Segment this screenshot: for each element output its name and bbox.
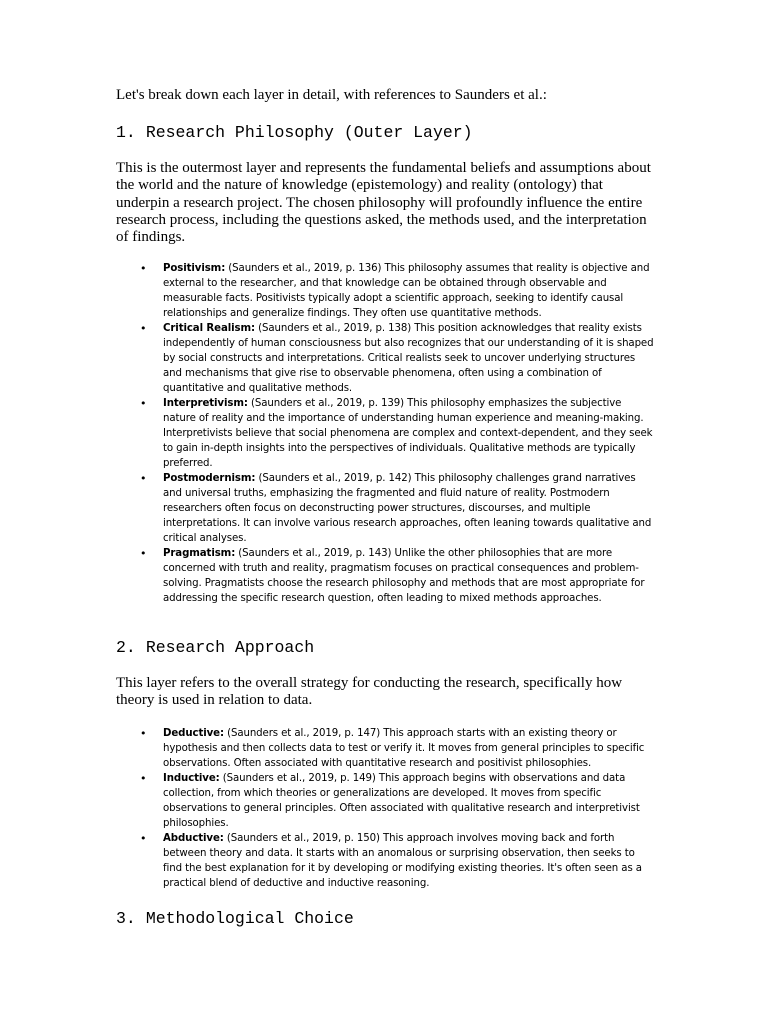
- bullet-icon: •: [140, 832, 147, 845]
- section-heading-research-philosophy: [116, 123, 473, 143]
- list-item: [116, 546, 656, 606]
- list-item-text: (Saunders et al., 2019, p. 139) This philosophy emphasizes the subjective nature of reality and the importance of understanding human experience and meaning-making. Interpretivists believe that social phenomena are complex and context-dependent, and they seek to gain in-depth insights into the perspectives of individuals. Qualitative methods are typically preferred.: [163, 398, 653, 469]
- section-number: 1.: [116, 123, 136, 142]
- list-item: [116, 471, 656, 546]
- intro-text: Let's break down each layer in detail, with references to Saunders et al.:: [116, 87, 547, 103]
- bullet-icon: •: [140, 727, 147, 740]
- section-title: Research Philosophy (Outer Layer): [145, 123, 473, 142]
- section-title: Methodological Choice: [145, 909, 354, 928]
- list-item-term: Abductive:: [163, 833, 224, 844]
- list-item-text: (Saunders et al., 2019, p. 143) Unlike the other philosophies that are more concerned with truth and reality, pragmatism focuses on practical consequences and problem-solving. Pragmatists choose the research philosophy and methods that are most appropriate for addressing the specific research question, often leading to mixed methods approaches.: [163, 548, 645, 604]
- list-item: [116, 396, 656, 471]
- list-item: [116, 831, 656, 891]
- section-heading-methodological-choice: [116, 909, 354, 929]
- section-title: Research Approach: [145, 638, 315, 657]
- list-item-term: Positivism:: [163, 263, 226, 274]
- list-item-term: Postmodernism:: [163, 473, 256, 484]
- list-item: [116, 261, 656, 321]
- list-item-text: (Saunders et al., 2019, p. 138) This position acknowledges that reality exists independently of human consciousness but also recognizes that our understanding of it is shaped by social constructs and interpretations. Critical realists seek to uncover underlying structures and mechanisms that give rise to observable phenomena, often using a combination of quantitative and qualitative methods.: [163, 323, 654, 394]
- bullet-icon: •: [140, 772, 147, 785]
- list-item-term: Pragmatism:: [163, 548, 236, 559]
- list-item-text: (Saunders et al., 2019, p. 150) This approach involves moving back and forth between theory and data. It starts with an anomalous or surprising observation, then seeks to find the best explanation for it by developing or modifying existing theories. It's often seen as a practical blend of deductive and inductive reasoning.: [163, 833, 642, 889]
- list-item-term: Inductive:: [163, 773, 220, 784]
- list-item-text: (Saunders et al., 2019, p. 149) This approach begins with observations and data collection, from which theories or generalizations are developed. It moves from specific observations to general principles. Often associated with qualitative research and interpretivist philosophies.: [163, 773, 640, 829]
- list-item-text: (Saunders et al., 2019, p. 147) This approach starts with an existing theory or hypothesis and then collects data to test or verify it. It moves from general principles to specific observations. Often associated with quantitative research and positivist philosophies.: [163, 728, 645, 769]
- philosophy-list: [116, 261, 656, 606]
- section-number: 2.: [116, 638, 136, 657]
- list-item-text: (Saunders et al., 2019, p. 136) This philosophy assumes that reality is objective and external to the researcher, and that knowledge can be obtained through observable and measurable facts. Positivists typically adopt a scientific approach, seeking to identify causal relationships and generalize findings. They often use quantitative methods.: [163, 263, 650, 319]
- list-item: [116, 321, 656, 396]
- list-item: [116, 771, 656, 831]
- bullet-icon: •: [140, 262, 147, 275]
- list-item-term: Interpretivism:: [163, 398, 248, 409]
- section-number: 3.: [116, 909, 136, 928]
- section-paragraph: This layer refers to the overall strategy for conducting the research, specifically how theory is used in relation to data.: [116, 675, 623, 709]
- bullet-icon: •: [140, 322, 147, 335]
- section-heading-research-approach: [116, 638, 314, 658]
- list-item-text: (Saunders et al., 2019, p. 142) This philosophy challenges grand narratives and universal truths, emphasizing the fragmented and fluid nature of reality. Postmodern researchers often focus on deconstructing power structures, discourses, and multiple interpretations. It can involve various research approaches, often leaning towards qualitative and critical analyses.: [163, 473, 652, 544]
- approach-list: [116, 726, 656, 891]
- bullet-icon: •: [140, 472, 147, 485]
- list-item-term: Critical Realism:: [163, 323, 255, 334]
- bullet-icon: •: [140, 397, 147, 410]
- section-paragraph: This is the outermost layer and represents the fundamental beliefs and assumptions about the world and the nature of knowledge (epistemology) and reality (ontology) that underpin a research project. The chosen philosophy will profoundly influence the entire research process, including the questions asked, the methods used, and the interpretation of findings.: [116, 160, 651, 246]
- list-item: [116, 726, 656, 771]
- list-item-term: Deductive:: [163, 728, 224, 739]
- bullet-icon: •: [140, 547, 147, 560]
